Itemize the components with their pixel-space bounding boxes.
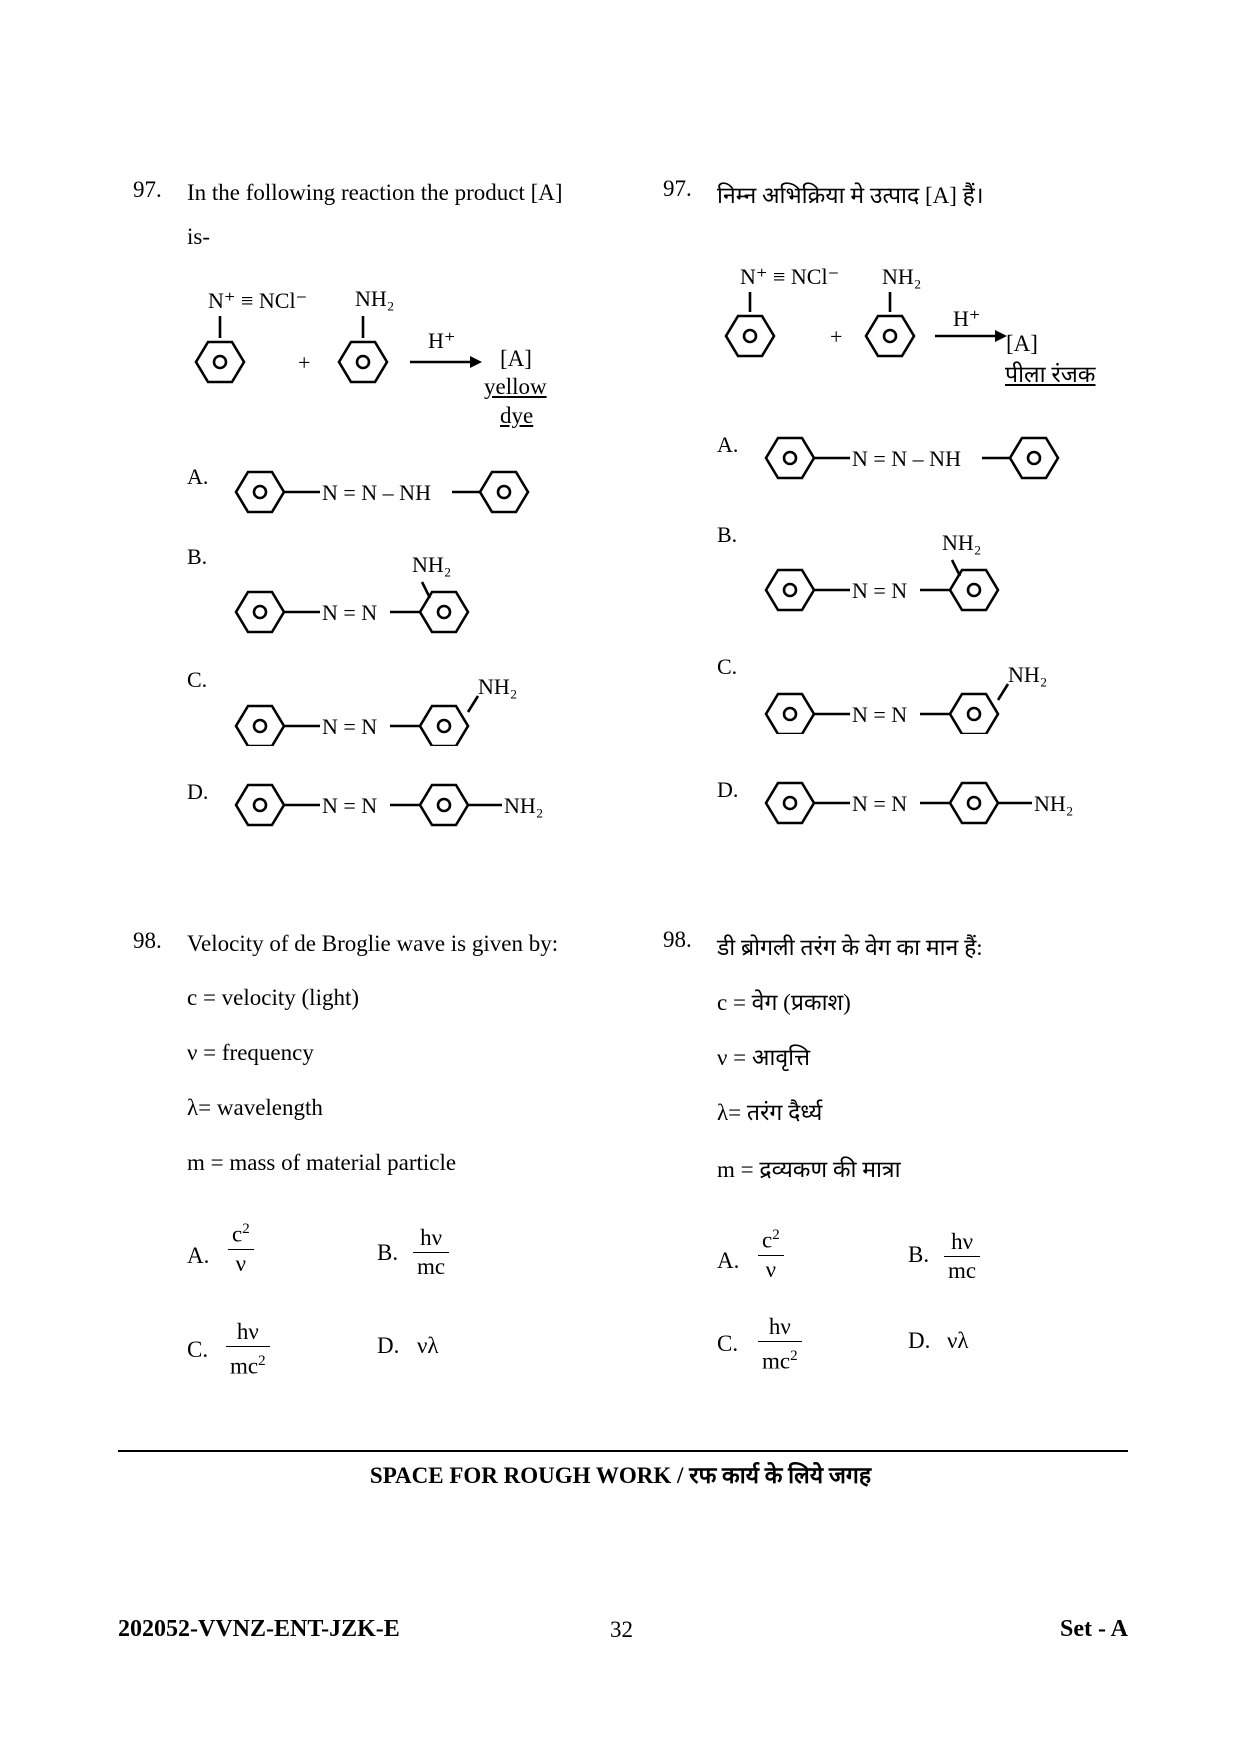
option-c-fraction: $\frac{h\nu}{mc^2}$ — [226, 1318, 270, 1381]
definition-v: ν = आवृत्ति — [717, 1045, 811, 1070]
rough-work-heading: SPACE FOR ROUGH WORK / रफ कार्य के लिये जगह — [369, 1463, 872, 1488]
svg-text:N = N: N = N — [852, 702, 908, 727]
svg-text:N = N: N = N — [852, 578, 908, 603]
svg-text:NH₂: NH₂ — [1008, 662, 1048, 687]
divider-line — [118, 1450, 1128, 1452]
benzene-ring — [339, 342, 387, 382]
option-label: A. — [187, 464, 209, 489]
definition-c: c = velocity (light) — [187, 985, 360, 1010]
option-label: C. — [717, 654, 738, 679]
svg-text:N = N: N = N — [322, 714, 378, 739]
aniline-nh2-label: NH₂ — [355, 286, 395, 311]
definition-m: m = द्रव्यकण की मात्रा — [717, 1157, 901, 1182]
definition-lambda: λ= wavelength — [187, 1095, 323, 1120]
arrow-head-icon — [470, 356, 482, 368]
option-d-structure — [230, 775, 590, 840]
svg-text:N⁺ ≡ NCl⁻: N⁺ ≡ NCl⁻ — [740, 264, 840, 289]
svg-text:N = N – NH: N = N – NH — [852, 446, 961, 471]
option-label: A. — [717, 432, 739, 457]
svg-text:+: + — [830, 324, 843, 349]
option-label: A. — [187, 1243, 210, 1268]
option-a-structure — [230, 462, 550, 527]
option-label: D. — [717, 777, 739, 802]
question-number: 98. — [133, 928, 162, 953]
definition-v: ν = frequency — [187, 1040, 314, 1065]
svg-text:NH₂: NH₂ — [478, 674, 518, 699]
option-label: C. — [187, 1337, 209, 1362]
option-a-fraction: $\frac{c^2}{\nu}$ — [228, 1215, 254, 1278]
option-label: C. — [187, 667, 208, 692]
option-c-structure — [230, 666, 550, 751]
definition-c: c = वेग (प्रकाश) — [717, 990, 851, 1015]
question-stem-hindi: डी ब्रोगली तरंग के वेग का मान हैं: — [717, 935, 983, 960]
catalyst-label: H⁺ — [428, 328, 456, 353]
option-d-expression: νλ — [417, 1333, 439, 1358]
option-a-fraction: $\frac{c^2}{\nu}$ — [758, 1221, 784, 1284]
option-label: B. — [187, 544, 208, 569]
option-b-structure — [230, 548, 550, 643]
paper-code: 202052-VVNZ-ENT-JZK-E — [118, 1616, 400, 1642]
definition-m: m = mass of material particle — [187, 1150, 457, 1175]
option-label: A. — [717, 1248, 740, 1273]
option-d-expression: νλ — [947, 1328, 969, 1353]
svg-text:N = N: N = N — [322, 600, 378, 625]
plus-sign: + — [298, 350, 311, 375]
page-number: 32 — [610, 1617, 633, 1642]
option-label: B. — [717, 522, 738, 547]
product-label: [A] — [1006, 331, 1038, 356]
option-label: D. — [908, 1328, 931, 1353]
option-b-fraction: $\frac{h\nu}{mc}$ — [944, 1228, 980, 1285]
option-label: D. — [187, 779, 209, 804]
option-label: B. — [908, 1242, 930, 1267]
product-note: yellow — [484, 374, 547, 399]
svg-text:NH₂: NH₂ — [1034, 791, 1074, 816]
svg-text:N = N: N = N — [322, 793, 378, 818]
option-a-structure — [760, 428, 1080, 493]
diazonium-label: N⁺ ≡ NCl⁻ — [208, 288, 308, 313]
svg-text:H⁺: H⁺ — [953, 306, 981, 331]
option-label: D. — [377, 1333, 400, 1358]
svg-text:NH₂: NH₂ — [942, 530, 982, 555]
question-number: 98. — [663, 927, 692, 952]
question-number: 97. — [663, 176, 692, 201]
product-note: dye — [500, 403, 534, 428]
option-d-structure — [760, 773, 1120, 838]
set-label: Set - A — [1060, 1616, 1128, 1642]
product-note: पीला रंजक — [1005, 362, 1096, 387]
option-c-structure — [760, 654, 1080, 739]
question-stem-hindi: निम्न अभिक्रिया मे उत्पाद [A] हैं। — [717, 183, 984, 208]
svg-text:NH₂: NH₂ — [882, 264, 922, 289]
svg-text:N = N: N = N — [852, 791, 908, 816]
question-stem: In the following reaction the product [A] — [187, 180, 563, 205]
option-c-fraction: $\frac{h\nu}{mc^2}$ — [758, 1313, 802, 1376]
option-label: C. — [717, 1331, 739, 1356]
svg-text:N = N – NH: N = N – NH — [322, 480, 431, 505]
product-label: [A] — [500, 346, 532, 371]
question-number: 97. — [133, 177, 162, 202]
svg-text:NH₂: NH₂ — [504, 793, 544, 818]
question-stem-cont: is- — [187, 224, 210, 249]
svg-text:NH₂: NH₂ — [412, 552, 452, 577]
option-b-structure — [760, 526, 1080, 621]
definition-lambda: λ= तरंग दैर्ध्य — [717, 1100, 823, 1125]
option-label: B. — [377, 1240, 399, 1265]
benzene-ring — [196, 342, 244, 382]
option-b-fraction: $\frac{h\nu}{mc}$ — [413, 1224, 449, 1281]
question-stem: Velocity of de Broglie wave is given by: — [187, 931, 559, 956]
